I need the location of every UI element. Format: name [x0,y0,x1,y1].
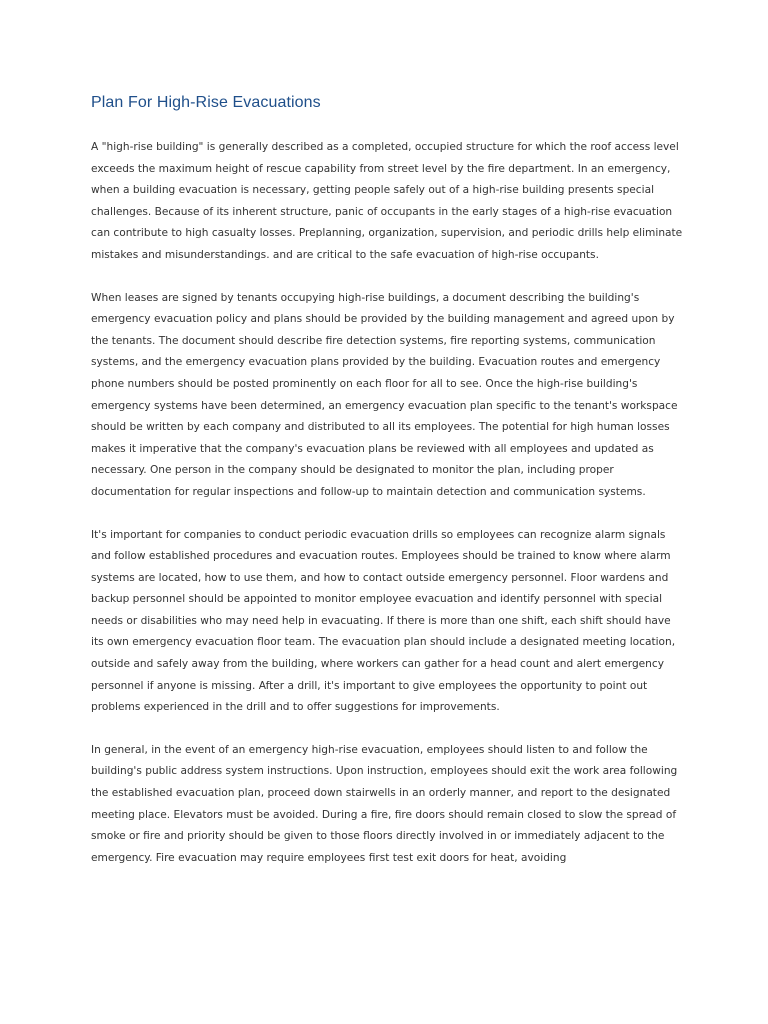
paragraph-drills: It's important for companies to conduct periodic evacuation drills so employees can recognize alarm signals and follow established procedures and evacuation routes. Employees should be trained to know where alarm systems are located, how to use them, and how to contact outside emergency personnel. Floor wardens and backup personnel should be appointed to monitor employee evacuation and identify personnel with special needs or disabilities who may need help in evacuating. If there is more than one shift, each shift should have its own emergency evacuation floor team. The evacuation plan should include a designated meeting location, outside and safely away from the building, where workers can gather for a head count and alert emergency personnel if anyone is missing. After a drill, it's important to give employees the opportunity to point out problems experienced in the drill and to offer suggestions for improvements. [91,528,676,714]
page-title: Plan For High-Rise Evacuations [91,94,321,111]
paragraph-general-evacuation: In general, in the event of an emergency high-rise evacuation, employees should listen to and follow the building's public address system instructions. Upon instruction, employees should exit the work area following the established evacuation plan, proceed down stairwells in an orderly manner, and report to the designated meeting place. Elevators must be avoided. During a fire, fire doors should remain closed to slow the spread of smoke or fire and priority should be given to those floors directly involved in or immediately adjacent to the emergency. Fire evacuation may require employees first test exit doors for heat, avoiding [91,743,678,864]
paragraph-leases: When leases are signed by tenants occupying high-rise buildings, a document describing the building's emergency evacuation policy and plans should be provided by the building management and agreed upon by the tenants. The document should describe fire detection systems, fire reporting systems, communication systems, and the emergency evacuation plans provided by the building. Evacuation routes and emergency phone numbers should be posted prominently on each floor for all to see. Once the high-rise building's emergency systems have been determined, an emergency evacuation plan specific to the tenant's workspace should be written by each company and distributed to all its employees. The potential for high human losses makes it imperative that the company's evacuation plans be reviewed with all employees and updated as necessary. One person in the company should be designated to monitor the plan, including proper documentation for regular inspections and follow-up to maintain detection and communication systems. [91,291,678,498]
paragraph-intro: A "high-rise building" is generally described as a completed, occupied structure for which the roof access level exceeds the maximum height of rescue capability from street level by the fire department. In an emergency, when a building evacuation is necessary, getting people safely out of a high-rise building presents special challenges. Because of its inherent structure, panic of occupants in the early stages of a high-rise evacuation can contribute to high casualty losses. Preplanning, organization, supervision, and periodic drills help eliminate mistakes and misunderstandings. and are critical to the safe evacuation of high-rise occupants. [91,141,683,261]
document-body [91,93,683,890]
